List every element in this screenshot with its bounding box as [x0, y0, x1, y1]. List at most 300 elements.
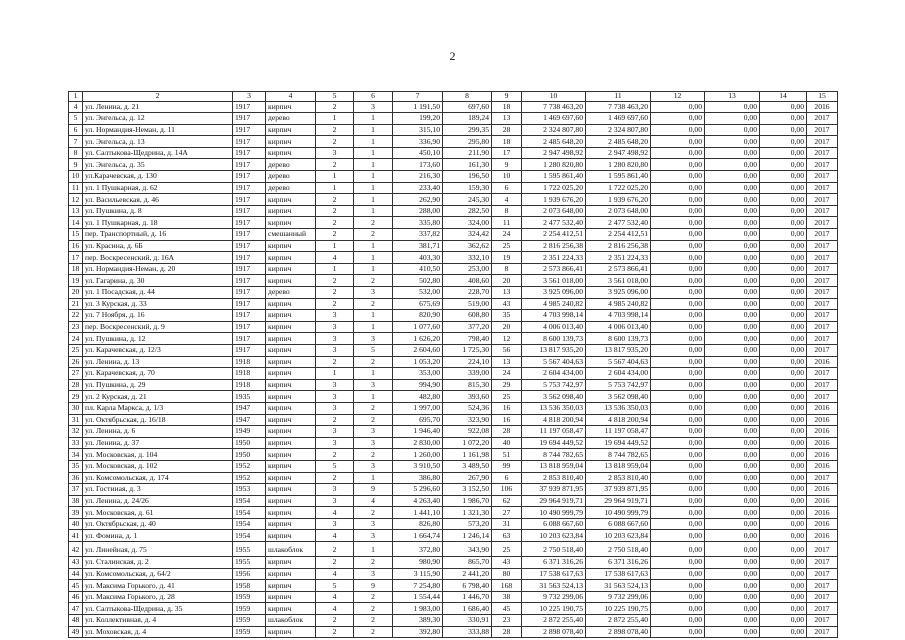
table-cell: 0,00	[651, 113, 705, 125]
table-cell: 3	[354, 568, 393, 580]
table-cell: кирпич	[266, 310, 316, 322]
table-cell: 2	[316, 124, 354, 136]
table-cell: 1	[316, 368, 354, 380]
table-cell: кирпич	[266, 101, 316, 113]
table-cell: 8	[492, 263, 522, 275]
table-cell: 31 563 524,13	[522, 580, 586, 592]
table-cell: 23	[492, 615, 522, 627]
table-cell: 1 077,60	[393, 321, 443, 333]
table-cell: 0,00	[760, 217, 807, 229]
table-cell: 815,30	[443, 379, 492, 391]
table-cell: ул. Максима Горького, д. 41	[83, 580, 233, 592]
table-cell: 324,42	[443, 229, 492, 241]
table-cell: 2017	[807, 321, 838, 333]
table-cell: 3	[354, 379, 393, 391]
table-cell: 2016	[807, 414, 838, 426]
table-cell: 3	[316, 379, 354, 391]
table-cell: 0,00	[651, 310, 705, 322]
table-cell: кирпич	[266, 344, 316, 356]
table-cell: 29	[492, 379, 522, 391]
table-cell: 0,00	[705, 205, 760, 217]
table-cell: 2017	[807, 333, 838, 345]
column-header: 8	[443, 92, 492, 102]
table-cell: 9 732 299,06	[586, 591, 651, 603]
table-cell: 1	[354, 321, 393, 333]
table-cell: 8 600 139,73	[522, 333, 586, 345]
table-cell: 4	[316, 530, 354, 542]
table-cell: 2017	[807, 557, 838, 569]
table-row	[69, 414, 838, 426]
table-cell: 0,00	[651, 437, 705, 449]
table-cell: ул. Октябрьская, д. 40	[83, 518, 233, 530]
table-cell: 2017	[807, 229, 838, 241]
table-cell: 0,00	[705, 495, 760, 507]
table-cell: 3 489,50	[443, 460, 492, 472]
table-cell: кирпич	[266, 321, 316, 333]
table-cell: ул. Салтыкова-Щедрина, д. 35	[83, 603, 233, 615]
column-header: 4	[266, 92, 316, 102]
table-cell: 56	[492, 344, 522, 356]
table-cell: 502,80	[393, 275, 443, 287]
table-cell: 0,00	[760, 414, 807, 426]
table-cell: 0,00	[651, 449, 705, 461]
table-cell: 2	[316, 542, 354, 557]
table-row	[69, 124, 838, 136]
table-cell: 11	[69, 182, 83, 194]
table-cell: 0,00	[651, 472, 705, 484]
table-cell: пер. Воскресенский, д. 9	[83, 321, 233, 333]
table-cell: 0,00	[705, 557, 760, 569]
table-cell: 0,00	[705, 484, 760, 496]
table-cell: 47	[69, 603, 83, 615]
table-cell: 20	[492, 275, 522, 287]
table-cell: ул. Комсомольская, д. 64/2	[83, 568, 233, 580]
table-row	[69, 263, 838, 275]
table-cell: 4	[316, 591, 354, 603]
table-cell: 0,00	[705, 356, 760, 368]
table-cell: 0,00	[760, 356, 807, 368]
table-row	[69, 391, 838, 403]
table-cell: 0,00	[651, 321, 705, 333]
table-cell: 199,20	[393, 113, 443, 125]
table-cell: 3	[316, 344, 354, 356]
table-cell: 20	[492, 321, 522, 333]
table-cell: 1 939 676,20	[586, 194, 651, 206]
table-cell: 4 985 240,82	[522, 298, 586, 310]
table-cell: 0,00	[651, 391, 705, 403]
table-cell: 0,00	[760, 518, 807, 530]
table-cell: 2 830,00	[393, 437, 443, 449]
table-cell: 0,00	[705, 344, 760, 356]
table-cell: 0,00	[760, 615, 807, 627]
table-cell: 0,00	[651, 194, 705, 206]
table-cell: 10 203 623,84	[522, 530, 586, 542]
table-cell: 0,00	[651, 542, 705, 557]
table-cell: 1952	[233, 472, 266, 484]
table-cell: кирпич	[266, 368, 316, 380]
table-cell: 49	[69, 626, 83, 638]
table-cell: 1917	[233, 101, 266, 113]
table-cell: 1947	[233, 414, 266, 426]
table-cell: 12	[492, 333, 522, 345]
table-cell: кирпич	[266, 333, 316, 345]
table-cell: 0,00	[760, 580, 807, 592]
table-cell: 0,00	[760, 626, 807, 638]
table-cell: 12	[69, 194, 83, 206]
table-cell: 2 324 807,80	[522, 124, 586, 136]
table-cell: 1	[316, 171, 354, 183]
table-cell: 27	[69, 368, 83, 380]
table-cell: 40	[69, 518, 83, 530]
table-cell: 45	[69, 580, 83, 592]
table-cell: 31	[492, 518, 522, 530]
table-cell: 45	[492, 603, 522, 615]
table-cell: 2	[354, 591, 393, 603]
table-cell: 16	[492, 402, 522, 414]
table-cell: 1 469 697,60	[586, 113, 651, 125]
table-cell: 37	[69, 484, 83, 496]
table-cell: 5	[354, 344, 393, 356]
table-cell: ул. Ленина, д. 6	[83, 426, 233, 438]
table-cell: 6 088 667,60	[522, 518, 586, 530]
table-cell: ул. Энгельса, д. 13	[83, 136, 233, 148]
table-cell: 0,00	[651, 460, 705, 472]
table-cell: 2	[316, 615, 354, 627]
table-cell: 41	[69, 530, 83, 542]
table-cell: ул. Пушкина, д. 8	[83, 205, 233, 217]
table-cell: 410,50	[393, 263, 443, 275]
table-cell: 42	[69, 542, 83, 557]
table-cell: 1917	[233, 287, 266, 299]
table-cell: 0,00	[705, 333, 760, 345]
table-cell: 1917	[233, 333, 266, 345]
table-cell: 6 371 316,26	[586, 557, 651, 569]
table-cell: кирпич	[266, 568, 316, 580]
table-cell: 1959	[233, 626, 266, 638]
table-cell: 14	[69, 217, 83, 229]
table-row	[69, 542, 838, 557]
table-row	[69, 591, 838, 603]
table-row	[69, 518, 838, 530]
table-cell: 695,70	[393, 414, 443, 426]
table-cell: 0,00	[760, 240, 807, 252]
table-cell: 25	[492, 391, 522, 403]
table-cell: 1917	[233, 136, 266, 148]
table-cell: 4 818 200,94	[586, 414, 651, 426]
table-cell: 532,00	[393, 287, 443, 299]
table-cell: 32	[69, 426, 83, 438]
table-cell: 353,00	[393, 368, 443, 380]
table-cell: 372,80	[393, 542, 443, 557]
table-cell: 2	[354, 557, 393, 569]
table-cell: 0,00	[760, 298, 807, 310]
table-cell: 1 280 820,80	[522, 159, 586, 171]
table-cell: 4	[354, 495, 393, 507]
table-cell: 0,00	[760, 495, 807, 507]
table-cell: 1	[354, 263, 393, 275]
table-cell: 0,00	[705, 194, 760, 206]
table-cell: 336,90	[393, 136, 443, 148]
table-cell: кирпич	[266, 626, 316, 638]
table-row	[69, 194, 838, 206]
table-cell: 4 818 200,94	[522, 414, 586, 426]
table-cell: ул. Нормандия-Неман, д. 11	[83, 124, 233, 136]
table-cell: 2	[316, 205, 354, 217]
table-cell: кирпич	[266, 356, 316, 368]
table-cell: 0,00	[705, 147, 760, 159]
table-cell: 1 722 025,20	[522, 182, 586, 194]
table-row	[69, 484, 838, 496]
table-cell: 0,00	[651, 217, 705, 229]
table-cell: ул. Нормандия-Неман, д. 20	[83, 263, 233, 275]
table-cell: 13	[69, 205, 83, 217]
table-cell: 2016	[807, 437, 838, 449]
table-cell: 0,00	[651, 124, 705, 136]
table-cell: 1 053,20	[393, 356, 443, 368]
table-cell: 1955	[233, 542, 266, 557]
table-cell: 2017	[807, 568, 838, 580]
table-cell: 0,00	[705, 310, 760, 322]
table-cell: 1917	[233, 205, 266, 217]
table-cell: 0,00	[760, 426, 807, 438]
column-header: 7	[393, 92, 443, 102]
table-cell: 11 197 058,47	[586, 426, 651, 438]
table-cell: 0,00	[705, 368, 760, 380]
table-cell: 25	[492, 240, 522, 252]
column-header: 14	[760, 92, 807, 102]
table-cell: 23	[69, 321, 83, 333]
table-cell: 10 490 999,79	[586, 507, 651, 519]
table-cell: дерево	[266, 171, 316, 183]
table-cell: 29	[69, 391, 83, 403]
table-cell: 0,00	[651, 379, 705, 391]
table-cell: 0,00	[760, 287, 807, 299]
table-cell: 2	[354, 449, 393, 461]
table-cell: 1917	[233, 182, 266, 194]
column-header: 13	[705, 92, 760, 102]
table-cell: 2016	[807, 518, 838, 530]
table-cell: 0,00	[651, 484, 705, 496]
table-cell: 2	[354, 229, 393, 241]
table-cell: 1955	[233, 557, 266, 569]
table-cell: кирпич	[266, 472, 316, 484]
table-cell: 19	[492, 252, 522, 264]
table-cell: 2	[316, 217, 354, 229]
table-cell: 2 485 648,20	[586, 136, 651, 148]
table-cell: кирпич	[266, 275, 316, 287]
table-cell: 0,00	[760, 147, 807, 159]
table-row	[69, 402, 838, 414]
table-cell: 362,62	[443, 240, 492, 252]
table-cell: 13 536 350,03	[522, 402, 586, 414]
table-row	[69, 333, 838, 345]
table-cell: кирпич	[266, 194, 316, 206]
table-cell: 15	[69, 229, 83, 241]
page-number: 2	[449, 49, 456, 63]
table-cell: 282,50	[443, 205, 492, 217]
table-cell: кирпич	[266, 437, 316, 449]
table-cell: 2 477 532,40	[522, 217, 586, 229]
table-cell: 3 925 096,00	[586, 287, 651, 299]
table-cell: 1	[354, 205, 393, 217]
table-cell: 2	[316, 229, 354, 241]
table-cell: 168	[492, 580, 522, 592]
table-cell: ул. Энгельса, д. 12	[83, 113, 233, 125]
table-cell: 2 604 434,00	[586, 368, 651, 380]
table-cell: 2017	[807, 240, 838, 252]
table-cell: 46	[69, 591, 83, 603]
table-cell: 0,00	[760, 205, 807, 217]
table-cell: кирпич	[266, 484, 316, 496]
table-cell: 0,00	[705, 159, 760, 171]
table-cell: ул. Ленина, д. 24/26	[83, 495, 233, 507]
table-cell: 2017	[807, 124, 838, 136]
table-row	[69, 171, 838, 183]
table-cell: 3 562 098,40	[522, 391, 586, 403]
table-cell: 18	[492, 101, 522, 113]
table-cell: 2 898 078,40	[586, 626, 651, 638]
table-cell: 1	[354, 310, 393, 322]
table-cell: 0,00	[760, 437, 807, 449]
table-cell: кирпич	[266, 518, 316, 530]
table-cell: 1952	[233, 460, 266, 472]
table-cell: 675,69	[393, 298, 443, 310]
table-cell: 0,00	[705, 591, 760, 603]
table-cell: 2 073 648,00	[522, 205, 586, 217]
table-cell: 1950	[233, 449, 266, 461]
table-cell: 0,00	[760, 159, 807, 171]
table-cell: 0,00	[651, 568, 705, 580]
table-cell: 245,30	[443, 194, 492, 206]
table-cell: 2 485 648,20	[522, 136, 586, 148]
table-cell: 0,00	[760, 460, 807, 472]
table-cell: 2	[316, 159, 354, 171]
column-header: 1	[69, 92, 83, 102]
table-cell: 0,00	[760, 530, 807, 542]
table-cell: 343,90	[443, 542, 492, 557]
table-cell: 10	[69, 171, 83, 183]
table-cell: 2 872 255,40	[522, 615, 586, 627]
table-cell: 4 263,40	[393, 495, 443, 507]
table-cell: 5	[69, 113, 83, 125]
table-cell: 377,20	[443, 321, 492, 333]
table-cell: 2	[354, 298, 393, 310]
table-cell: 2017	[807, 275, 838, 287]
table-cell: 37 939 871,95	[586, 484, 651, 496]
table-cell: 0,00	[760, 263, 807, 275]
table-cell: ул. Комсомольская, д. 174	[83, 472, 233, 484]
table-cell: 2 816 256,38	[522, 240, 586, 252]
table-cell: 1918	[233, 356, 266, 368]
table-cell: 2 324 807,80	[586, 124, 651, 136]
table-cell: 1917	[233, 240, 266, 252]
table-cell: 0,00	[651, 205, 705, 217]
table-cell: 392,80	[393, 626, 443, 638]
table-cell: 2017	[807, 298, 838, 310]
table-cell: 0,00	[651, 402, 705, 414]
table-row	[69, 298, 838, 310]
table-cell: 1954	[233, 530, 266, 542]
table-cell: 1954	[233, 495, 266, 507]
table-cell: 2 573 866,41	[522, 263, 586, 275]
table-cell: 1954	[233, 518, 266, 530]
table-cell: дерево	[266, 159, 316, 171]
table-cell: 1	[354, 368, 393, 380]
table-cell: 0,00	[705, 252, 760, 264]
table-row	[69, 580, 838, 592]
table-cell: 608,80	[443, 310, 492, 322]
table-cell: 0,00	[651, 136, 705, 148]
table-cell: 28	[492, 626, 522, 638]
table-cell: ул. Максима Горького, д. 28	[83, 591, 233, 603]
table-cell: 28	[69, 379, 83, 391]
table-cell: 3 910,50	[393, 460, 443, 472]
table-cell: 0,00	[705, 472, 760, 484]
table-cell: 0,00	[760, 542, 807, 557]
table-cell: 0,00	[705, 518, 760, 530]
table-cell: 1 626,20	[393, 333, 443, 345]
table-cell: 0,00	[705, 113, 760, 125]
table-cell: 2 947 498,92	[522, 147, 586, 159]
table-cell: 2017	[807, 113, 838, 125]
table-cell: 33	[69, 437, 83, 449]
table-cell: 2 573 866,41	[586, 263, 651, 275]
table-cell: 4	[316, 507, 354, 519]
table-cell: 25	[69, 344, 83, 356]
table-cell: 2016	[807, 402, 838, 414]
table-cell: 0,00	[651, 414, 705, 426]
table-cell: 0,00	[705, 580, 760, 592]
table-cell: 1950	[233, 437, 266, 449]
table-cell: 35	[69, 460, 83, 472]
table-cell: кирпич	[266, 557, 316, 569]
column-header: 5	[316, 92, 354, 102]
table-row	[69, 321, 838, 333]
table-cell: 1959	[233, 603, 266, 615]
table-cell: 13 536 350,03	[586, 402, 651, 414]
table-cell: 29 964 919,71	[522, 495, 586, 507]
table-cell: 2	[354, 615, 393, 627]
table-cell: 1	[354, 194, 393, 206]
table-cell: 0,00	[651, 275, 705, 287]
table-cell: 2 853 810,40	[522, 472, 586, 484]
table-cell: 63	[492, 530, 522, 542]
table-cell: 13 818 959,04	[586, 460, 651, 472]
table-cell: 196,50	[443, 171, 492, 183]
table-cell: пер. Воскресенский, д. 16А	[83, 252, 233, 264]
table-cell: 2017	[807, 205, 838, 217]
table-cell: ул. 1 Пушкарная, д. 18	[83, 217, 233, 229]
table-cell: 34	[69, 449, 83, 461]
table-cell: кирпич	[266, 402, 316, 414]
table-cell: 0,00	[651, 615, 705, 627]
table-cell: 2	[354, 275, 393, 287]
table-cell: ул. 3 Курская, д. 33	[83, 298, 233, 310]
table-cell: 0,00	[651, 368, 705, 380]
table-cell: 27	[492, 507, 522, 519]
table-cell: 337,82	[393, 229, 443, 241]
table-cell: 1 983,00	[393, 603, 443, 615]
table-cell: 24	[69, 333, 83, 345]
table-cell: 2017	[807, 252, 838, 264]
table-cell: 3	[316, 402, 354, 414]
table-cell: 1 446,70	[443, 591, 492, 603]
table-cell: 519,00	[443, 298, 492, 310]
table-row	[69, 557, 838, 569]
table-row	[69, 275, 838, 287]
table-cell: 0,00	[760, 182, 807, 194]
table-cell: кирпич	[266, 298, 316, 310]
